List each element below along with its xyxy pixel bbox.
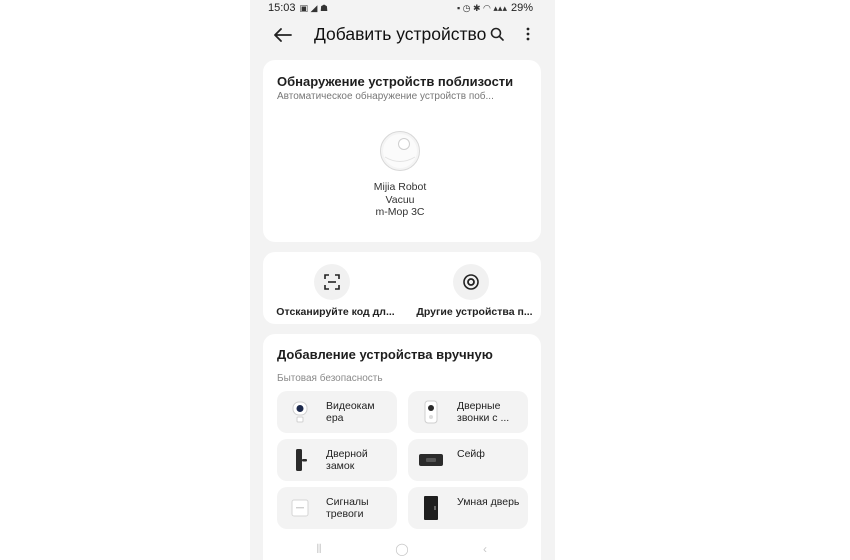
device-tile-safe[interactable] <box>408 439 528 481</box>
scan-code-option[interactable] <box>263 264 402 324</box>
robot-vacuum-icon <box>379 130 421 172</box>
search-button[interactable] <box>487 24 507 44</box>
system-icons: ▪ ◷ ✱ ◠ ▴▴▴ <box>456 2 507 13</box>
back-arrow-icon <box>274 28 292 42</box>
app-header <box>250 18 555 52</box>
scan-code-label: Отсканируйте код дл... <box>276 306 395 318</box>
doorbell-device-icon <box>418 400 444 424</box>
alarm-device-icon <box>287 496 313 520</box>
status-time: 15:03 <box>268 2 296 14</box>
scan-options-card <box>263 252 541 324</box>
robot-name-line: Vacuu <box>385 193 415 206</box>
more-options-button[interactable] <box>518 24 538 44</box>
robot-name-line: m-Mop 3C <box>375 206 425 218</box>
home-button[interactable] <box>395 542 409 556</box>
manual-add-title: Добавление устройства вручную <box>277 347 493 362</box>
device-tile-label: Умная дверь <box>457 496 520 508</box>
device-tile-label: Сейф <box>457 448 485 460</box>
smart-door-device-icon <box>418 496 444 520</box>
notification-icons: ▣ ◢ ☗ <box>299 2 329 13</box>
other-devices-label: Другие устройства п... <box>416 306 533 318</box>
device-tile-label: Сигналы тревоги <box>326 496 369 520</box>
robot-vacuum-device[interactable] <box>379 130 421 172</box>
page-title: Добавить устройство <box>314 24 487 44</box>
camera-device-icon <box>287 400 313 424</box>
recent-apps-button[interactable] <box>312 542 326 556</box>
manual-add-card <box>263 334 541 560</box>
recent-apps-icon: ⦀ <box>316 541 322 556</box>
nav-back-button[interactable] <box>478 542 492 556</box>
search-icon <box>490 27 504 41</box>
safe-device-icon <box>418 448 444 472</box>
nearby-subtitle: Автоматическое обнаружение устройств поб... <box>277 91 494 102</box>
door-lock-device-icon <box>287 448 313 472</box>
device-tile-label: Дверной замок <box>326 448 368 472</box>
status-bar <box>250 0 555 18</box>
battery-level: 29% <box>510 2 533 14</box>
device-tile-label: Дверные звонки с ... <box>457 400 510 424</box>
device-tile-smart-door[interactable] <box>408 487 528 529</box>
more-vertical-icon <box>526 27 530 41</box>
device-tile-label: Видеокам ера <box>326 400 375 424</box>
device-tile-door-lock[interactable] <box>277 439 397 481</box>
device-tile-camera[interactable] <box>277 391 397 433</box>
phone-screen <box>250 0 555 560</box>
device-tile-alarm[interactable] <box>277 487 397 529</box>
robot-name-line: Mijia Robot <box>373 181 427 193</box>
device-tile-doorbell[interactable] <box>408 391 528 433</box>
category-label: Бытовая безопасность <box>277 373 383 384</box>
other-devices-icon-circle <box>453 264 489 300</box>
back-button[interactable] <box>270 22 296 48</box>
scan-code-icon-circle <box>314 264 350 300</box>
eye-target-icon <box>462 273 480 291</box>
scan-frame-icon <box>324 274 340 290</box>
nearby-discovery-card <box>263 60 541 242</box>
robot-device-name[interactable] <box>353 181 447 219</box>
nav-back-icon: ‹ <box>483 542 487 556</box>
other-devices-option[interactable] <box>402 264 541 324</box>
home-icon: ◯ <box>395 542 409 556</box>
nearby-title: Обнаружение устройств поблизости <box>277 74 514 89</box>
system-nav-bar <box>250 538 555 560</box>
